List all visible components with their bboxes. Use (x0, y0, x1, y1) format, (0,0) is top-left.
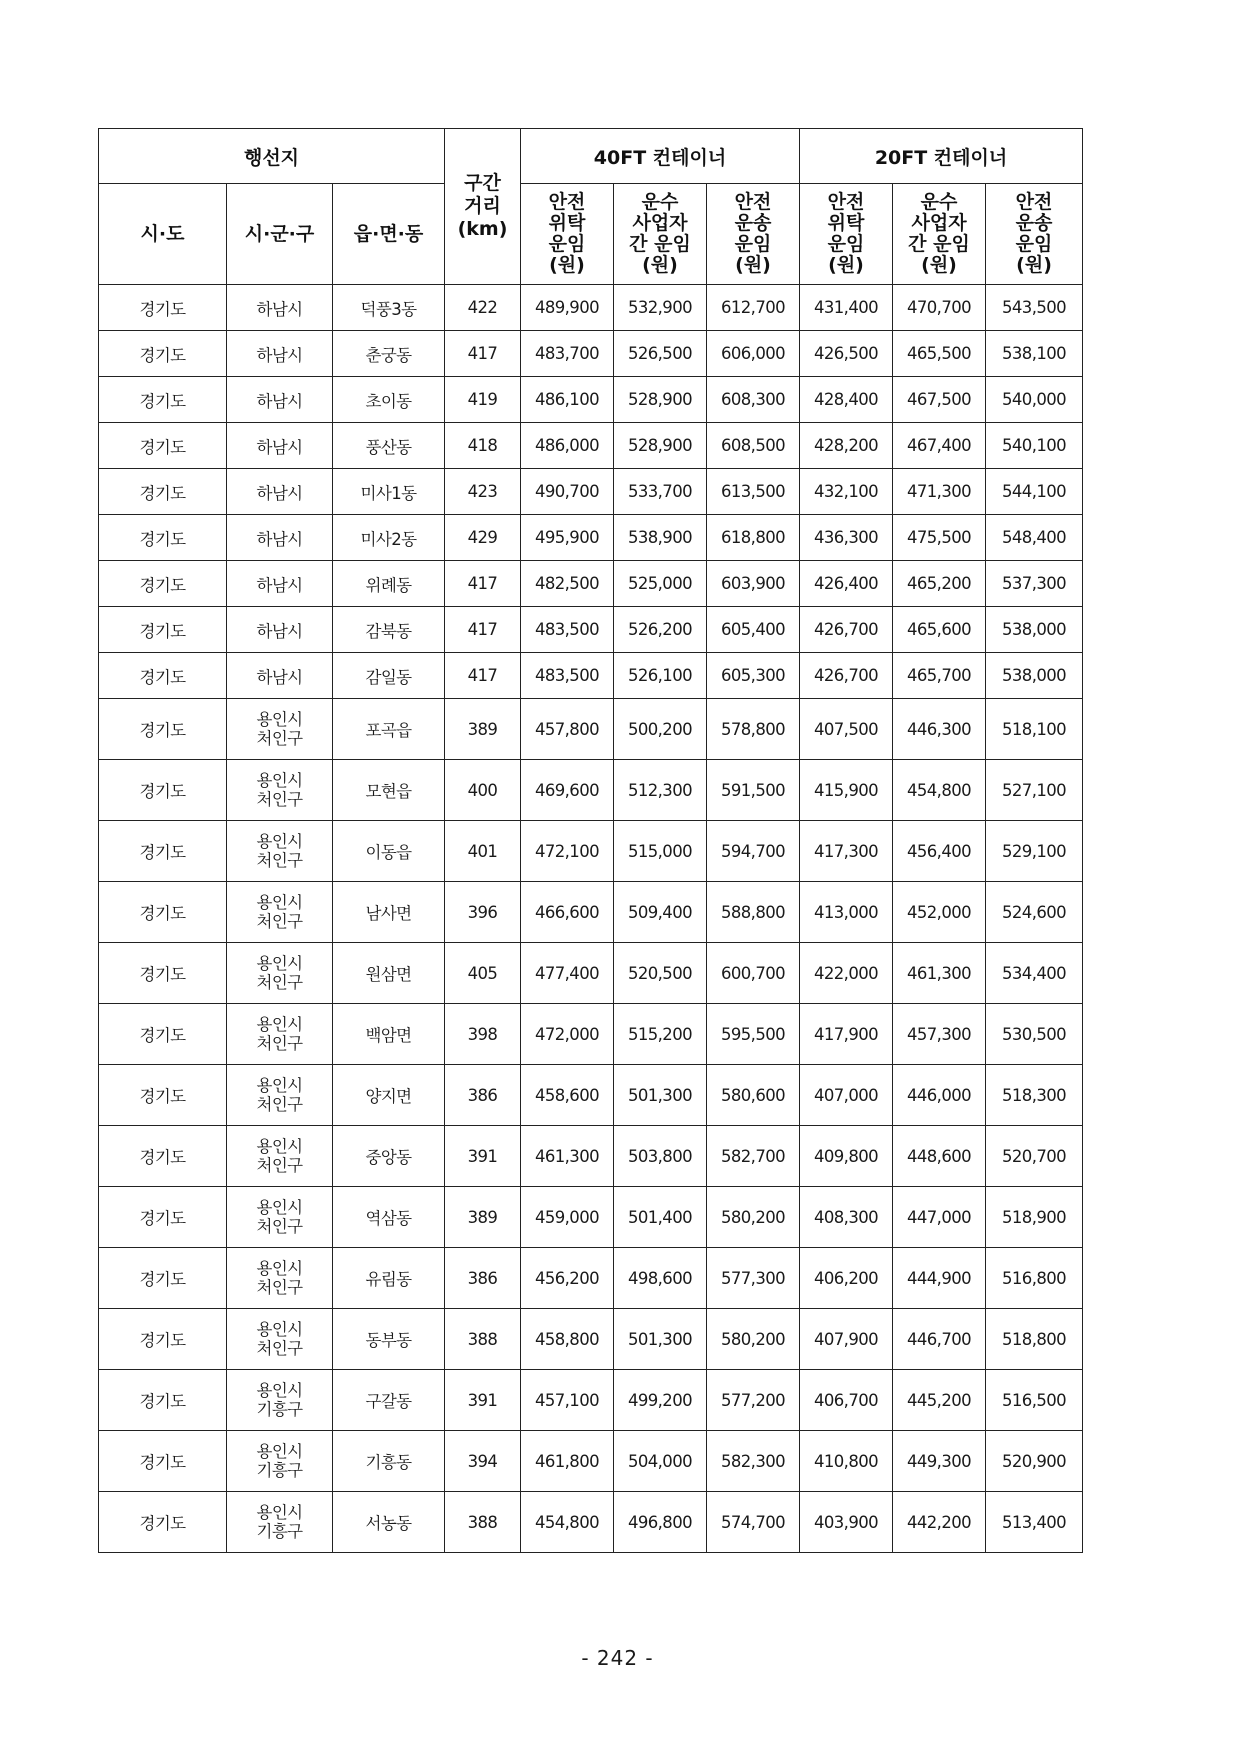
cell-40ft-carrier: 538,900 (614, 515, 707, 561)
cell-sido: 경기도 (99, 469, 227, 515)
cell-20ft-transport: 527,100 (986, 760, 1083, 821)
cell-20ft-transport: 537,300 (986, 561, 1083, 607)
cell-sigungu: 하남시 (227, 331, 333, 377)
cell-sigungu: 용인시 처인구 (227, 760, 333, 821)
cell-20ft-transport: 540,000 (986, 377, 1083, 423)
cell-40ft-carrier: 501,400 (614, 1187, 707, 1248)
cell-20ft-consignment: 426,400 (800, 561, 893, 607)
cell-40ft-consignment: 466,600 (521, 882, 614, 943)
cell-eupmyeondong: 백암면 (333, 1004, 445, 1065)
cell-40ft-consignment: 472,000 (521, 1004, 614, 1065)
cell-sido: 경기도 (99, 1065, 227, 1126)
cell-20ft-carrier: 470,700 (893, 285, 986, 331)
table-row (99, 1126, 1083, 1187)
cell-distance: 386 (445, 1248, 521, 1309)
cell-sido: 경기도 (99, 1370, 227, 1431)
cell-sido: 경기도 (99, 331, 227, 377)
cell-distance: 386 (445, 1065, 521, 1126)
cell-eupmyeondong: 춘궁동 (333, 331, 445, 377)
table-header (99, 129, 1083, 285)
cell-40ft-consignment: 489,900 (521, 285, 614, 331)
cell-distance: 391 (445, 1126, 521, 1187)
cell-40ft-transport: 580,200 (707, 1309, 800, 1370)
cell-40ft-transport: 612,700 (707, 285, 800, 331)
cell-40ft-carrier: 515,000 (614, 821, 707, 882)
cell-eupmyeondong: 감북동 (333, 607, 445, 653)
cell-40ft-carrier: 526,100 (614, 653, 707, 699)
cell-20ft-transport: 520,900 (986, 1431, 1083, 1492)
cell-distance: 398 (445, 1004, 521, 1065)
cell-20ft-carrier: 457,300 (893, 1004, 986, 1065)
cell-20ft-transport: 530,500 (986, 1004, 1083, 1065)
cell-distance: 417 (445, 561, 521, 607)
cell-sido: 경기도 (99, 1126, 227, 1187)
cell-20ft-carrier: 449,300 (893, 1431, 986, 1492)
cell-sido: 경기도 (99, 1187, 227, 1248)
cell-20ft-carrier: 461,300 (893, 943, 986, 1004)
cell-40ft-transport: 603,900 (707, 561, 800, 607)
cell-40ft-carrier: 515,200 (614, 1004, 707, 1065)
rate-20ft-consignment-header: 안전 위탁 운임 (원) (800, 184, 893, 285)
cell-40ft-transport: 618,800 (707, 515, 800, 561)
cell-20ft-consignment: 417,300 (800, 821, 893, 882)
cell-20ft-consignment: 406,200 (800, 1248, 893, 1309)
cell-sido: 경기도 (99, 760, 227, 821)
rate-20ft-carrier-header: 운수 사업자 간 운임 (원) (893, 184, 986, 285)
cell-20ft-transport: 518,300 (986, 1065, 1083, 1126)
cell-20ft-consignment: 403,900 (800, 1492, 893, 1553)
cell-20ft-consignment: 415,900 (800, 760, 893, 821)
cell-distance: 417 (445, 653, 521, 699)
table-row (99, 1187, 1083, 1248)
cell-20ft-transport: 529,100 (986, 821, 1083, 882)
cell-sigungu: 하남시 (227, 423, 333, 469)
container-20ft-header: 20FT 컨테이너 (800, 129, 1083, 184)
cell-20ft-transport: 534,400 (986, 943, 1083, 1004)
cell-sido: 경기도 (99, 882, 227, 943)
cell-20ft-consignment: 436,300 (800, 515, 893, 561)
cell-40ft-carrier: 501,300 (614, 1065, 707, 1126)
cell-20ft-transport: 544,100 (986, 469, 1083, 515)
cell-40ft-consignment: 483,500 (521, 653, 614, 699)
cell-20ft-carrier: 444,900 (893, 1248, 986, 1309)
cell-eupmyeondong: 중앙동 (333, 1126, 445, 1187)
cell-40ft-consignment: 461,800 (521, 1431, 614, 1492)
cell-40ft-carrier: 526,200 (614, 607, 707, 653)
cell-20ft-consignment: 426,700 (800, 607, 893, 653)
cell-20ft-transport: 518,800 (986, 1309, 1083, 1370)
table-row (99, 1492, 1083, 1553)
cell-20ft-consignment: 410,800 (800, 1431, 893, 1492)
cell-sigungu: 용인시 기흥구 (227, 1370, 333, 1431)
cell-20ft-consignment: 422,000 (800, 943, 893, 1004)
cell-sido: 경기도 (99, 1004, 227, 1065)
cell-20ft-transport: 524,600 (986, 882, 1083, 943)
table-row (99, 653, 1083, 699)
cell-20ft-transport: 518,900 (986, 1187, 1083, 1248)
cell-sido: 경기도 (99, 1492, 227, 1553)
cell-40ft-carrier: 520,500 (614, 943, 707, 1004)
cell-40ft-consignment: 469,600 (521, 760, 614, 821)
cell-40ft-transport: 600,700 (707, 943, 800, 1004)
cell-distance: 419 (445, 377, 521, 423)
table-body (99, 285, 1083, 1553)
cell-sigungu: 하남시 (227, 653, 333, 699)
cell-40ft-consignment: 458,600 (521, 1065, 614, 1126)
cell-20ft-transport: 513,400 (986, 1492, 1083, 1553)
cell-40ft-consignment: 482,500 (521, 561, 614, 607)
cell-eupmyeondong: 미사2동 (333, 515, 445, 561)
table-row (99, 821, 1083, 882)
cell-40ft-carrier: 528,900 (614, 377, 707, 423)
cell-40ft-transport: 594,700 (707, 821, 800, 882)
cell-sigungu: 용인시 처인구 (227, 1248, 333, 1309)
cell-20ft-transport: 538,100 (986, 331, 1083, 377)
cell-sigungu: 용인시 기흥구 (227, 1431, 333, 1492)
cell-40ft-transport: 608,300 (707, 377, 800, 423)
cell-20ft-carrier: 442,200 (893, 1492, 986, 1553)
cell-40ft-consignment: 483,700 (521, 331, 614, 377)
cell-sigungu: 하남시 (227, 377, 333, 423)
cell-20ft-transport: 538,000 (986, 607, 1083, 653)
cell-40ft-transport: 577,200 (707, 1370, 800, 1431)
cell-distance: 423 (445, 469, 521, 515)
table-row (99, 1431, 1083, 1492)
cell-20ft-carrier: 467,400 (893, 423, 986, 469)
cell-20ft-transport: 516,800 (986, 1248, 1083, 1309)
cell-20ft-carrier: 465,700 (893, 653, 986, 699)
cell-eupmyeondong: 유림동 (333, 1248, 445, 1309)
cell-sigungu: 용인시 처인구 (227, 1187, 333, 1248)
table-row (99, 1248, 1083, 1309)
cell-distance: 422 (445, 285, 521, 331)
cell-distance: 396 (445, 882, 521, 943)
cell-20ft-transport: 543,500 (986, 285, 1083, 331)
rate-20ft-transport-header: 안전 운송 운임 (원) (986, 184, 1083, 285)
cell-20ft-carrier: 448,600 (893, 1126, 986, 1187)
cell-sigungu: 용인시 처인구 (227, 699, 333, 760)
cell-sigungu: 용인시 처인구 (227, 1004, 333, 1065)
cell-distance: 405 (445, 943, 521, 1004)
cell-40ft-carrier: 496,800 (614, 1492, 707, 1553)
cell-distance: 417 (445, 331, 521, 377)
cell-40ft-consignment: 495,900 (521, 515, 614, 561)
cell-sigungu: 하남시 (227, 469, 333, 515)
cell-20ft-transport: 520,700 (986, 1126, 1083, 1187)
table-row (99, 943, 1083, 1004)
cell-sigungu: 하남시 (227, 561, 333, 607)
cell-sigungu: 하남시 (227, 285, 333, 331)
cell-20ft-consignment: 431,400 (800, 285, 893, 331)
cell-40ft-carrier: 503,800 (614, 1126, 707, 1187)
cell-20ft-consignment: 428,200 (800, 423, 893, 469)
cell-40ft-consignment: 486,000 (521, 423, 614, 469)
cell-40ft-carrier: 509,400 (614, 882, 707, 943)
table-row (99, 561, 1083, 607)
cell-20ft-transport: 518,100 (986, 699, 1083, 760)
cell-20ft-carrier: 452,000 (893, 882, 986, 943)
cell-20ft-consignment: 408,300 (800, 1187, 893, 1248)
cell-20ft-consignment: 407,500 (800, 699, 893, 760)
cell-sido: 경기도 (99, 515, 227, 561)
cell-eupmyeondong: 서농동 (333, 1492, 445, 1553)
cell-sido: 경기도 (99, 1431, 227, 1492)
cell-20ft-carrier: 447,000 (893, 1187, 986, 1248)
cell-eupmyeondong: 구갈동 (333, 1370, 445, 1431)
cell-20ft-consignment: 407,000 (800, 1065, 893, 1126)
cell-20ft-consignment: 407,900 (800, 1309, 893, 1370)
cell-20ft-consignment: 406,700 (800, 1370, 893, 1431)
cell-40ft-carrier: 500,200 (614, 699, 707, 760)
cell-40ft-consignment: 477,400 (521, 943, 614, 1004)
cell-20ft-consignment: 426,500 (800, 331, 893, 377)
cell-eupmyeondong: 덕풍3동 (333, 285, 445, 331)
cell-40ft-consignment: 490,700 (521, 469, 614, 515)
table-row (99, 469, 1083, 515)
rate-40ft-carrier-header: 운수 사업자 간 운임 (원) (614, 184, 707, 285)
cell-40ft-consignment: 461,300 (521, 1126, 614, 1187)
cell-20ft-carrier: 445,200 (893, 1370, 986, 1431)
cell-eupmyeondong: 포곡읍 (333, 699, 445, 760)
cell-eupmyeondong: 감일동 (333, 653, 445, 699)
cell-20ft-carrier: 446,000 (893, 1065, 986, 1126)
table-row (99, 699, 1083, 760)
cell-20ft-carrier: 467,500 (893, 377, 986, 423)
cell-20ft-consignment: 409,800 (800, 1126, 893, 1187)
cell-40ft-transport: 577,300 (707, 1248, 800, 1309)
cell-40ft-consignment: 486,100 (521, 377, 614, 423)
cell-40ft-carrier: 526,500 (614, 331, 707, 377)
cell-eupmyeondong: 모현읍 (333, 760, 445, 821)
cell-40ft-transport: 595,500 (707, 1004, 800, 1065)
cell-sido: 경기도 (99, 1248, 227, 1309)
cell-20ft-transport: 540,100 (986, 423, 1083, 469)
cell-eupmyeondong: 역삼동 (333, 1187, 445, 1248)
cell-40ft-carrier: 533,700 (614, 469, 707, 515)
cell-20ft-transport: 538,000 (986, 653, 1083, 699)
cell-20ft-consignment: 426,700 (800, 653, 893, 699)
cell-sido: 경기도 (99, 1309, 227, 1370)
cell-sigungu: 용인시 처인구 (227, 1309, 333, 1370)
destination-header: 행선지 (99, 129, 445, 184)
cell-eupmyeondong: 이동읍 (333, 821, 445, 882)
cell-40ft-carrier: 528,900 (614, 423, 707, 469)
cell-40ft-carrier: 525,000 (614, 561, 707, 607)
cell-20ft-carrier: 471,300 (893, 469, 986, 515)
cell-40ft-consignment: 457,100 (521, 1370, 614, 1431)
cell-40ft-transport: 608,500 (707, 423, 800, 469)
cell-sigungu: 하남시 (227, 515, 333, 561)
cell-40ft-carrier: 499,200 (614, 1370, 707, 1431)
cell-distance: 400 (445, 760, 521, 821)
table-row (99, 1309, 1083, 1370)
cell-40ft-transport: 574,700 (707, 1492, 800, 1553)
cell-eupmyeondong: 초이동 (333, 377, 445, 423)
eupmyeondong-header: 읍·면·동 (333, 184, 445, 285)
freight-rate-table (98, 128, 1083, 1553)
cell-20ft-transport: 548,400 (986, 515, 1083, 561)
cell-20ft-carrier: 446,700 (893, 1309, 986, 1370)
cell-40ft-consignment: 457,800 (521, 699, 614, 760)
sido-header: 시·도 (99, 184, 227, 285)
cell-eupmyeondong: 양지면 (333, 1065, 445, 1126)
cell-40ft-transport: 605,300 (707, 653, 800, 699)
sigungu-header: 시·군·구 (227, 184, 333, 285)
page-number: - 242 - (581, 1646, 654, 1670)
cell-eupmyeondong: 풍산동 (333, 423, 445, 469)
cell-20ft-carrier: 465,600 (893, 607, 986, 653)
table-row (99, 1004, 1083, 1065)
cell-40ft-transport: 582,300 (707, 1431, 800, 1492)
cell-sido: 경기도 (99, 561, 227, 607)
cell-distance: 388 (445, 1492, 521, 1553)
table-row (99, 882, 1083, 943)
cell-sigungu: 용인시 기흥구 (227, 1492, 333, 1553)
cell-40ft-carrier: 498,600 (614, 1248, 707, 1309)
cell-sido: 경기도 (99, 607, 227, 653)
cell-20ft-carrier: 454,800 (893, 760, 986, 821)
cell-sido: 경기도 (99, 943, 227, 1004)
cell-40ft-transport: 588,800 (707, 882, 800, 943)
cell-40ft-consignment: 456,200 (521, 1248, 614, 1309)
cell-eupmyeondong: 남사면 (333, 882, 445, 943)
cell-20ft-consignment: 432,100 (800, 469, 893, 515)
table-row (99, 515, 1083, 561)
cell-distance: 429 (445, 515, 521, 561)
cell-40ft-transport: 582,700 (707, 1126, 800, 1187)
cell-distance: 388 (445, 1309, 521, 1370)
cell-sido: 경기도 (99, 285, 227, 331)
cell-eupmyeondong: 기흥동 (333, 1431, 445, 1492)
cell-20ft-carrier: 446,300 (893, 699, 986, 760)
cell-40ft-transport: 591,500 (707, 760, 800, 821)
distance-header: 구간 거리 (km) (445, 129, 521, 285)
cell-sido: 경기도 (99, 377, 227, 423)
cell-sigungu: 용인시 처인구 (227, 1126, 333, 1187)
cell-distance: 418 (445, 423, 521, 469)
cell-20ft-carrier: 465,200 (893, 561, 986, 607)
cell-40ft-transport: 580,200 (707, 1187, 800, 1248)
cell-eupmyeondong: 미사1동 (333, 469, 445, 515)
rate-40ft-consignment-header: 안전 위탁 운임 (원) (521, 184, 614, 285)
cell-40ft-consignment: 458,800 (521, 1309, 614, 1370)
cell-40ft-consignment: 472,100 (521, 821, 614, 882)
rate-40ft-transport-header: 안전 운송 운임 (원) (707, 184, 800, 285)
table-row (99, 760, 1083, 821)
cell-sigungu: 하남시 (227, 607, 333, 653)
cell-40ft-consignment: 454,800 (521, 1492, 614, 1553)
cell-20ft-consignment: 428,400 (800, 377, 893, 423)
cell-20ft-carrier: 475,500 (893, 515, 986, 561)
table-row (99, 607, 1083, 653)
cell-sigungu: 용인시 처인구 (227, 882, 333, 943)
cell-sigungu: 용인시 처인구 (227, 943, 333, 1004)
cell-eupmyeondong: 위례동 (333, 561, 445, 607)
table-row (99, 1065, 1083, 1126)
container-40ft-header: 40FT 컨테이너 (521, 129, 800, 184)
cell-40ft-transport: 606,000 (707, 331, 800, 377)
cell-40ft-transport: 580,600 (707, 1065, 800, 1126)
cell-sido: 경기도 (99, 423, 227, 469)
cell-20ft-consignment: 413,000 (800, 882, 893, 943)
table-row (99, 331, 1083, 377)
table-row (99, 285, 1083, 331)
cell-40ft-carrier: 501,300 (614, 1309, 707, 1370)
cell-sigungu: 용인시 처인구 (227, 821, 333, 882)
cell-40ft-consignment: 483,500 (521, 607, 614, 653)
cell-distance: 417 (445, 607, 521, 653)
cell-sido: 경기도 (99, 653, 227, 699)
cell-distance: 389 (445, 699, 521, 760)
table-row (99, 377, 1083, 423)
cell-40ft-carrier: 504,000 (614, 1431, 707, 1492)
cell-40ft-carrier: 532,900 (614, 285, 707, 331)
cell-40ft-carrier: 512,300 (614, 760, 707, 821)
cell-40ft-transport: 613,500 (707, 469, 800, 515)
cell-40ft-consignment: 459,000 (521, 1187, 614, 1248)
cell-40ft-transport: 578,800 (707, 699, 800, 760)
cell-20ft-carrier: 456,400 (893, 821, 986, 882)
cell-distance: 391 (445, 1370, 521, 1431)
table-row (99, 1370, 1083, 1431)
cell-eupmyeondong: 원삼면 (333, 943, 445, 1004)
cell-distance: 394 (445, 1431, 521, 1492)
cell-eupmyeondong: 동부동 (333, 1309, 445, 1370)
cell-distance: 401 (445, 821, 521, 882)
cell-20ft-consignment: 417,900 (800, 1004, 893, 1065)
cell-sido: 경기도 (99, 699, 227, 760)
cell-sigungu: 용인시 처인구 (227, 1065, 333, 1126)
cell-20ft-carrier: 465,500 (893, 331, 986, 377)
cell-sido: 경기도 (99, 821, 227, 882)
cell-distance: 389 (445, 1187, 521, 1248)
table-row (99, 423, 1083, 469)
cell-20ft-transport: 516,500 (986, 1370, 1083, 1431)
cell-40ft-transport: 605,400 (707, 607, 800, 653)
